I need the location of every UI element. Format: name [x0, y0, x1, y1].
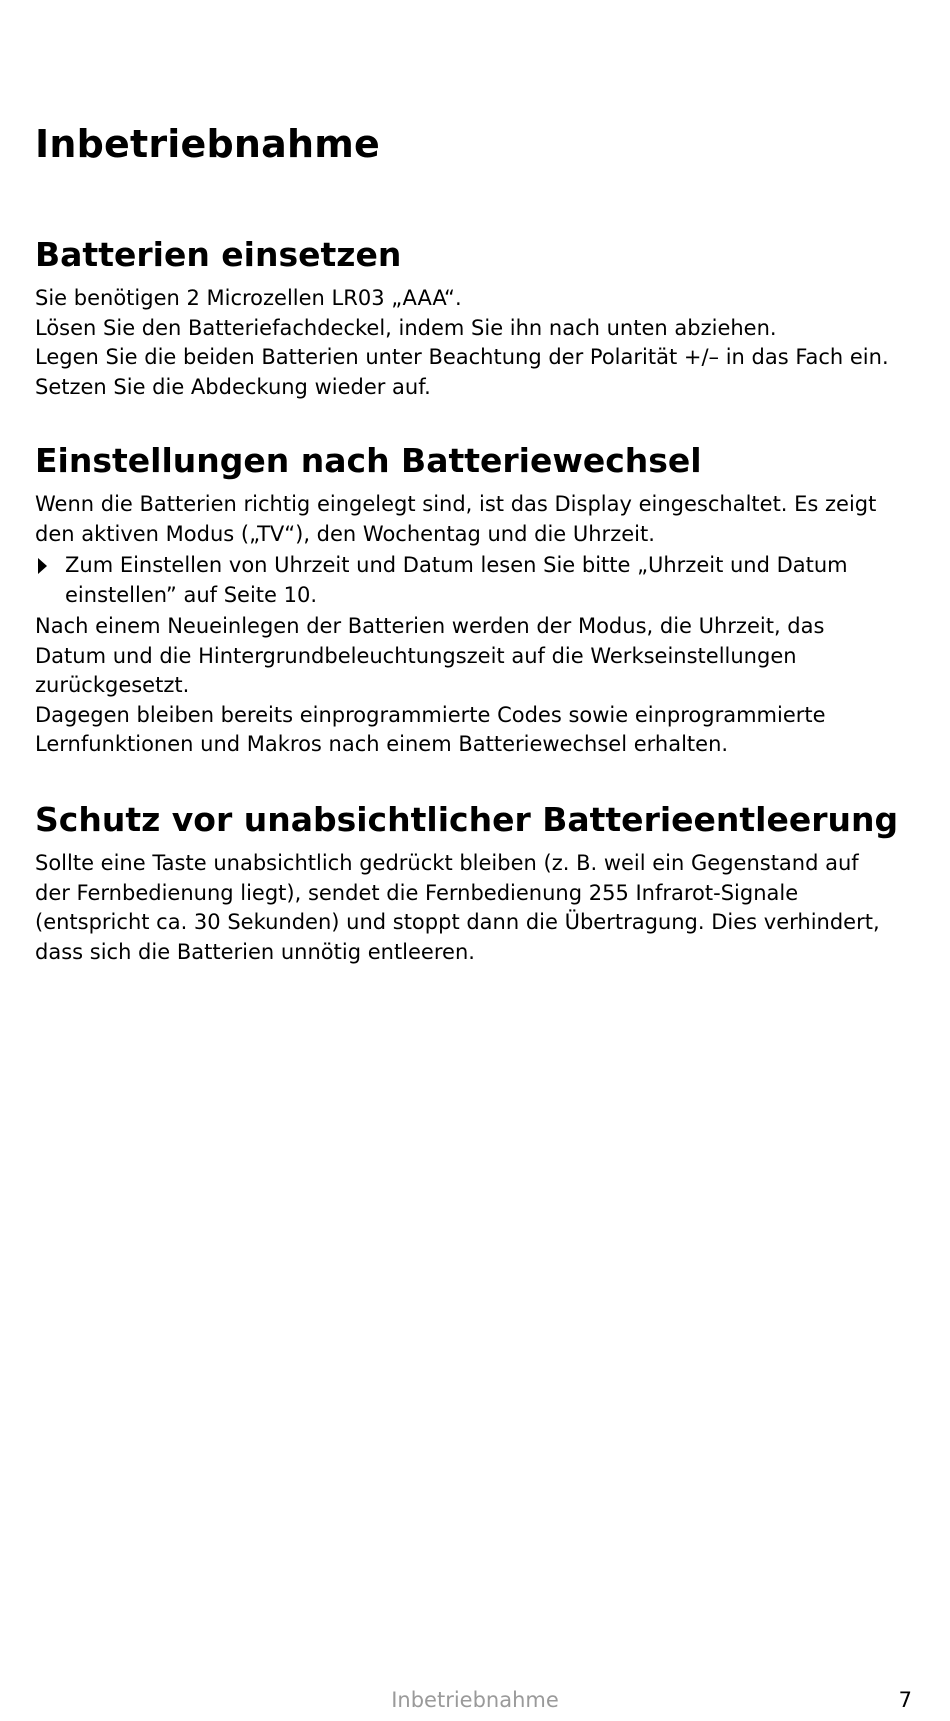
paragraph-line: (entspricht ca. 30 Sekunden) und stoppt dann die Übertragung. Dies verhindert, — [35, 910, 880, 934]
paragraph-line: Datum und die Hintergrundbeleuchtungszeit auf die Werkseinstellungen — [35, 643, 797, 668]
paragraph-line: den aktiven Modus („TV“), den Wochentag und die Uhrzeit. — [35, 521, 655, 546]
section-batterien-einsetzen — [35, 232, 925, 402]
section-einstellungen-nach-batteriewechsel — [35, 438, 925, 760]
section-schutz-vor-batterieentleerung — [35, 797, 925, 967]
paragraph-line: Dagegen bleiben bereits einprogrammierte Codes sowie einprogrammierte — [35, 702, 826, 727]
paragraph-line: dass sich die Batterien unnötig entleeren. — [35, 939, 475, 964]
paragraph-line: Setzen Sie die Abdeckung wieder auf. — [35, 374, 431, 399]
footer-section-label: Inbetriebnahme — [391, 1688, 559, 1712]
paragraph-line: Lösen Sie den Batteriefachdeckel, indem Sie ihn nach unten abziehen. — [35, 315, 777, 340]
bullet-line: einstellen” auf Seite 10. — [65, 582, 318, 607]
section-heading: Einstellungen nach Batteriewechsel — [35, 441, 702, 480]
bullet-line: Zum Einstellen von Uhrzeit und Datum lesen Sie bitte „Uhrzeit und Datum — [65, 553, 848, 577]
bullet-item — [35, 551, 925, 610]
section-heading: Batterien einsetzen — [35, 235, 402, 274]
paragraph-line: Wenn die Batterien richtig eingelegt sind, ist das Display eingeschaltet. Es zeigt — [35, 492, 877, 516]
paragraph-line: Lernfunktionen und Makros nach einem Batteriewechsel erhalten. — [35, 732, 729, 756]
paragraph-line: Nach einem Neueinlegen der Batterien werden der Modus, die Uhrzeit, das — [35, 614, 825, 638]
paragraph-line: Sollte eine Taste unabsichtlich gedrückt bleiben (z. B. weil ein Gegenstand auf — [35, 851, 859, 875]
section-heading: Schutz vor unabsichtlicher Batterieentleerung — [35, 800, 899, 839]
paragraph-line: zurückgesetzt. — [35, 673, 190, 697]
page-title: Inbetriebnahme — [35, 122, 380, 166]
paragraph-line: Legen Sie die beiden Batterien unter Beachtung der Polarität +/– in das Fach ein. — [35, 345, 889, 369]
page-number: 7 — [898, 1688, 912, 1712]
triangle-bullet-icon — [38, 558, 47, 574]
paragraph-line: der Fernbedienung liegt), sendet die Fernbedienung 255 Infrarot-Signale — [35, 880, 799, 905]
paragraph-line: Sie benötigen 2 Microzellen LR03 „AAA“. — [35, 286, 462, 310]
